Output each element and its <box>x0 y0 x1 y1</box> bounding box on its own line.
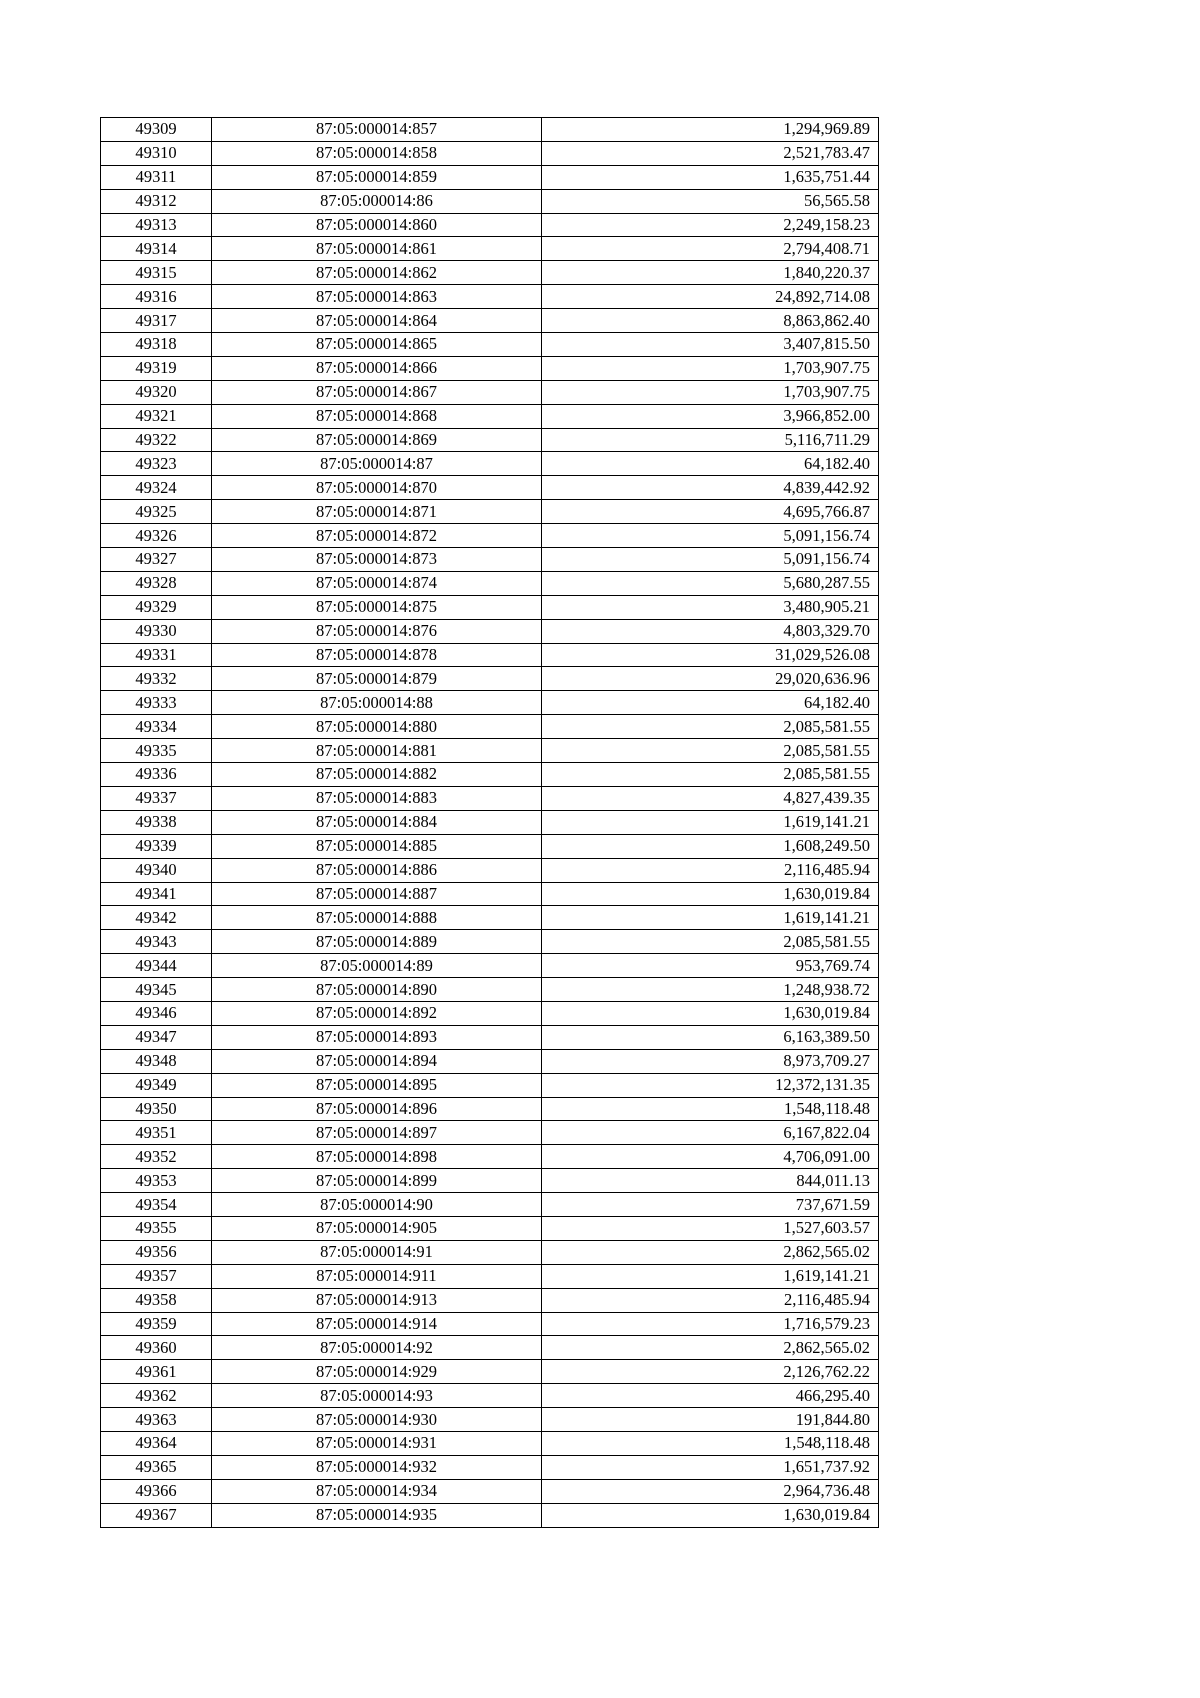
cadastral-value-cell: 1,630,019.84 <box>542 882 879 906</box>
row-number-cell: 49365 <box>101 1455 212 1479</box>
row-number-cell: 49329 <box>101 595 212 619</box>
cadastral-number-cell: 87:05:000014:86 <box>212 189 542 213</box>
cadastral-value-cell: 1,651,737.92 <box>542 1455 879 1479</box>
cadastral-value-cell: 2,862,565.02 <box>542 1336 879 1360</box>
cadastral-number-cell: 87:05:000014:896 <box>212 1097 542 1121</box>
cadastral-value-cell: 6,163,389.50 <box>542 1025 879 1049</box>
table-row <box>101 356 879 380</box>
cadastral-number-cell: 87:05:000014:932 <box>212 1455 542 1479</box>
row-number-cell: 49366 <box>101 1479 212 1503</box>
table-row <box>101 333 879 357</box>
row-number-cell: 49335 <box>101 739 212 763</box>
cadastral-number-cell: 87:05:000014:898 <box>212 1145 542 1169</box>
table-row <box>101 1503 879 1527</box>
cadastral-value-cell: 3,480,905.21 <box>542 595 879 619</box>
cadastral-number-cell: 87:05:000014:860 <box>212 213 542 237</box>
cadastral-number-cell: 87:05:000014:931 <box>212 1431 542 1455</box>
cadastral-number-cell: 87:05:000014:875 <box>212 595 542 619</box>
row-number-cell: 49354 <box>101 1193 212 1217</box>
row-number-cell: 49325 <box>101 500 212 524</box>
cadastral-number-cell: 87:05:000014:88 <box>212 691 542 715</box>
table-body <box>101 118 879 1528</box>
row-number-cell: 49333 <box>101 691 212 715</box>
cadastral-number-cell: 87:05:000014:857 <box>212 118 542 142</box>
table-row <box>101 404 879 428</box>
cadastral-value-cell: 12,372,131.35 <box>542 1073 879 1097</box>
cadastral-number-cell: 87:05:000014:890 <box>212 978 542 1002</box>
cadastral-value-cell: 56,565.58 <box>542 189 879 213</box>
cadastral-value-cell: 1,840,220.37 <box>542 261 879 285</box>
table-row <box>101 786 879 810</box>
cadastral-value-cell: 8,973,709.27 <box>542 1049 879 1073</box>
cadastral-number-cell: 87:05:000014:89 <box>212 954 542 978</box>
table-row <box>101 810 879 834</box>
cadastral-number-cell: 87:05:000014:899 <box>212 1169 542 1193</box>
cadastral-value-cell: 5,091,156.74 <box>542 524 879 548</box>
table-row <box>101 715 879 739</box>
row-number-cell: 49345 <box>101 978 212 1002</box>
row-number-cell: 49326 <box>101 524 212 548</box>
cadastral-number-cell: 87:05:000014:887 <box>212 882 542 906</box>
cadastral-number-cell: 87:05:000014:93 <box>212 1384 542 1408</box>
cadastral-value-cell: 64,182.40 <box>542 691 879 715</box>
row-number-cell: 49332 <box>101 667 212 691</box>
cadastral-value-cell: 24,892,714.08 <box>542 285 879 309</box>
row-number-cell: 49313 <box>101 213 212 237</box>
cadastral-number-cell: 87:05:000014:934 <box>212 1479 542 1503</box>
cadastral-number-cell: 87:05:000014:885 <box>212 834 542 858</box>
table-row <box>101 476 879 500</box>
row-number-cell: 49319 <box>101 356 212 380</box>
cadastral-value-cell: 1,619,141.21 <box>542 810 879 834</box>
table-row <box>101 189 879 213</box>
cadastral-value-cell: 1,630,019.84 <box>542 1503 879 1527</box>
cadastral-number-cell: 87:05:000014:930 <box>212 1408 542 1432</box>
table-row <box>101 667 879 691</box>
table-row <box>101 1312 879 1336</box>
table-row <box>101 1049 879 1073</box>
row-number-cell: 49351 <box>101 1121 212 1145</box>
cadastral-number-cell: 87:05:000014:874 <box>212 571 542 595</box>
row-number-cell: 49363 <box>101 1408 212 1432</box>
table-row <box>101 1240 879 1264</box>
table-row <box>101 763 879 787</box>
row-number-cell: 49362 <box>101 1384 212 1408</box>
row-number-cell: 49347 <box>101 1025 212 1049</box>
row-number-cell: 49320 <box>101 380 212 404</box>
row-number-cell: 49346 <box>101 1001 212 1025</box>
cadastral-number-cell: 87:05:000014:929 <box>212 1360 542 1384</box>
table-row <box>101 1455 879 1479</box>
cadastral-number-cell: 87:05:000014:858 <box>212 141 542 165</box>
cadastral-value-cell: 1,703,907.75 <box>542 356 879 380</box>
cadastral-number-cell: 87:05:000014:865 <box>212 333 542 357</box>
row-number-cell: 49331 <box>101 643 212 667</box>
cadastral-value-cell: 2,085,581.55 <box>542 763 879 787</box>
table-row <box>101 309 879 333</box>
cadastral-value-cell: 5,680,287.55 <box>542 571 879 595</box>
row-number-cell: 49343 <box>101 930 212 954</box>
row-number-cell: 49327 <box>101 548 212 572</box>
row-number-cell: 49337 <box>101 786 212 810</box>
table-row <box>101 595 879 619</box>
table-row <box>101 1145 879 1169</box>
row-number-cell: 49322 <box>101 428 212 452</box>
cadastral-value-cell: 2,085,581.55 <box>542 930 879 954</box>
cadastral-number-cell: 87:05:000014:893 <box>212 1025 542 1049</box>
cadastral-number-cell: 87:05:000014:935 <box>212 1503 542 1527</box>
table-row <box>101 882 879 906</box>
table-row <box>101 1264 879 1288</box>
cadastral-value-cell: 8,863,862.40 <box>542 309 879 333</box>
cadastral-number-cell: 87:05:000014:913 <box>212 1288 542 1312</box>
table-row <box>101 1097 879 1121</box>
cadastral-number-cell: 87:05:000014:895 <box>212 1073 542 1097</box>
cadastral-value-cell: 2,521,783.47 <box>542 141 879 165</box>
cadastral-value-cell: 1,635,751.44 <box>542 165 879 189</box>
table-row <box>101 978 879 1002</box>
cadastral-value-cell: 2,116,485.94 <box>542 1288 879 1312</box>
table-row <box>101 118 879 142</box>
cadastral-number-cell: 87:05:000014:881 <box>212 739 542 763</box>
table-row <box>101 954 879 978</box>
cadastral-value-cell: 1,527,603.57 <box>542 1216 879 1240</box>
table-row <box>101 1288 879 1312</box>
cadastral-number-cell: 87:05:000014:859 <box>212 165 542 189</box>
cadastral-value-cell: 737,671.59 <box>542 1193 879 1217</box>
cadastral-number-cell: 87:05:000014:869 <box>212 428 542 452</box>
table-row <box>101 285 879 309</box>
table-row <box>101 141 879 165</box>
cadastral-number-cell: 87:05:000014:861 <box>212 237 542 261</box>
cadastral-number-cell: 87:05:000014:91 <box>212 1240 542 1264</box>
cadastral-number-cell: 87:05:000014:870 <box>212 476 542 500</box>
cadastral-number-cell: 87:05:000014:882 <box>212 763 542 787</box>
table-row <box>101 1073 879 1097</box>
row-number-cell: 49355 <box>101 1216 212 1240</box>
row-number-cell: 49348 <box>101 1049 212 1073</box>
cadastral-value-cell: 31,029,526.08 <box>542 643 879 667</box>
row-number-cell: 49367 <box>101 1503 212 1527</box>
table-row <box>101 1169 879 1193</box>
cadastral-value-cell: 466,295.40 <box>542 1384 879 1408</box>
cadastral-number-cell: 87:05:000014:863 <box>212 285 542 309</box>
row-number-cell: 49317 <box>101 309 212 333</box>
row-number-cell: 49324 <box>101 476 212 500</box>
cadastral-number-cell: 87:05:000014:880 <box>212 715 542 739</box>
table-row <box>101 500 879 524</box>
cadastral-value-cell: 2,964,736.48 <box>542 1479 879 1503</box>
row-number-cell: 49344 <box>101 954 212 978</box>
row-number-cell: 49310 <box>101 141 212 165</box>
table-row <box>101 739 879 763</box>
table-row <box>101 1360 879 1384</box>
table-row <box>101 1336 879 1360</box>
cadastral-value-cell: 953,769.74 <box>542 954 879 978</box>
table-row <box>101 1479 879 1503</box>
cadastral-number-cell: 87:05:000014:897 <box>212 1121 542 1145</box>
row-number-cell: 49352 <box>101 1145 212 1169</box>
cadastral-value-cell: 1,716,579.23 <box>542 1312 879 1336</box>
cadastral-value-cell: 2,116,485.94 <box>542 858 879 882</box>
cadastral-value-cell: 4,706,091.00 <box>542 1145 879 1169</box>
row-number-cell: 49334 <box>101 715 212 739</box>
cadastral-number-cell: 87:05:000014:864 <box>212 309 542 333</box>
row-number-cell: 49349 <box>101 1073 212 1097</box>
cadastral-value-cell: 2,085,581.55 <box>542 739 879 763</box>
row-number-cell: 49314 <box>101 237 212 261</box>
cadastral-number-cell: 87:05:000014:894 <box>212 1049 542 1073</box>
row-number-cell: 49356 <box>101 1240 212 1264</box>
row-number-cell: 49339 <box>101 834 212 858</box>
table-row <box>101 1121 879 1145</box>
cadastral-value-cell: 3,407,815.50 <box>542 333 879 357</box>
row-number-cell: 49353 <box>101 1169 212 1193</box>
table-row <box>101 1216 879 1240</box>
cadastral-value-cell: 844,011.13 <box>542 1169 879 1193</box>
row-number-cell: 49341 <box>101 882 212 906</box>
table-row <box>101 213 879 237</box>
cadastral-number-cell: 87:05:000014:867 <box>212 380 542 404</box>
cadastral-number-cell: 87:05:000014:879 <box>212 667 542 691</box>
cadastral-value-cell: 1,619,141.21 <box>542 906 879 930</box>
table-row <box>101 261 879 285</box>
cadastral-value-cell: 1,548,118.48 <box>542 1431 879 1455</box>
cadastral-value-cell: 29,020,636.96 <box>542 667 879 691</box>
table-row <box>101 524 879 548</box>
cadastral-value-cell: 1,294,969.89 <box>542 118 879 142</box>
cadastral-number-cell: 87:05:000014:888 <box>212 906 542 930</box>
cadastral-number-cell: 87:05:000014:866 <box>212 356 542 380</box>
row-number-cell: 49311 <box>101 165 212 189</box>
row-number-cell: 49328 <box>101 571 212 595</box>
row-number-cell: 49315 <box>101 261 212 285</box>
row-number-cell: 49323 <box>101 452 212 476</box>
row-number-cell: 49350 <box>101 1097 212 1121</box>
cadastral-number-cell: 87:05:000014:92 <box>212 1336 542 1360</box>
cadastral-number-cell: 87:05:000014:871 <box>212 500 542 524</box>
cadastral-number-cell: 87:05:000014:878 <box>212 643 542 667</box>
table-row <box>101 906 879 930</box>
table-row <box>101 165 879 189</box>
cadastral-value-cell: 5,116,711.29 <box>542 428 879 452</box>
cadastral-number-cell: 87:05:000014:862 <box>212 261 542 285</box>
row-number-cell: 49360 <box>101 1336 212 1360</box>
row-number-cell: 49318 <box>101 333 212 357</box>
cadastral-value-cell: 4,827,439.35 <box>542 786 879 810</box>
table-row <box>101 571 879 595</box>
row-number-cell: 49316 <box>101 285 212 309</box>
table-row <box>101 237 879 261</box>
cadastral-value-cell: 191,844.80 <box>542 1408 879 1432</box>
cadastral-value-cell: 2,126,762.22 <box>542 1360 879 1384</box>
cadastral-number-cell: 87:05:000014:883 <box>212 786 542 810</box>
row-number-cell: 49357 <box>101 1264 212 1288</box>
table-row <box>101 619 879 643</box>
cadastral-value-cell: 1,248,938.72 <box>542 978 879 1002</box>
cadastral-number-cell: 87:05:000014:872 <box>212 524 542 548</box>
table-row <box>101 452 879 476</box>
row-number-cell: 49358 <box>101 1288 212 1312</box>
cadastral-value-cell: 1,619,141.21 <box>542 1264 879 1288</box>
cadastral-value-cell: 2,794,408.71 <box>542 237 879 261</box>
cadastral-number-cell: 87:05:000014:914 <box>212 1312 542 1336</box>
cadastral-value-table <box>100 117 879 1528</box>
table-row <box>101 930 879 954</box>
table-row <box>101 834 879 858</box>
cadastral-value-cell: 6,167,822.04 <box>542 1121 879 1145</box>
row-number-cell: 49309 <box>101 118 212 142</box>
table-row <box>101 691 879 715</box>
table-row <box>101 1408 879 1432</box>
cadastral-value-cell: 1,608,249.50 <box>542 834 879 858</box>
cadastral-value-cell: 5,091,156.74 <box>542 548 879 572</box>
cadastral-value-cell: 3,966,852.00 <box>542 404 879 428</box>
cadastral-number-cell: 87:05:000014:911 <box>212 1264 542 1288</box>
cadastral-value-cell: 4,803,329.70 <box>542 619 879 643</box>
cadastral-number-cell: 87:05:000014:889 <box>212 930 542 954</box>
cadastral-number-cell: 87:05:000014:90 <box>212 1193 542 1217</box>
table-row <box>101 428 879 452</box>
cadastral-value-cell: 2,085,581.55 <box>542 715 879 739</box>
cadastral-number-cell: 87:05:000014:87 <box>212 452 542 476</box>
table-row <box>101 548 879 572</box>
table-row <box>101 858 879 882</box>
row-number-cell: 49340 <box>101 858 212 882</box>
row-number-cell: 49342 <box>101 906 212 930</box>
cadastral-number-cell: 87:05:000014:873 <box>212 548 542 572</box>
row-number-cell: 49321 <box>101 404 212 428</box>
cadastral-number-cell: 87:05:000014:905 <box>212 1216 542 1240</box>
table-row <box>101 1384 879 1408</box>
row-number-cell: 49359 <box>101 1312 212 1336</box>
cadastral-value-cell: 4,695,766.87 <box>542 500 879 524</box>
cadastral-value-cell: 4,839,442.92 <box>542 476 879 500</box>
row-number-cell: 49338 <box>101 810 212 834</box>
row-number-cell: 49361 <box>101 1360 212 1384</box>
table-row <box>101 1025 879 1049</box>
cadastral-value-cell: 64,182.40 <box>542 452 879 476</box>
table-row <box>101 1001 879 1025</box>
cadastral-value-cell: 1,548,118.48 <box>542 1097 879 1121</box>
cadastral-value-cell: 2,862,565.02 <box>542 1240 879 1264</box>
table-row <box>101 1431 879 1455</box>
row-number-cell: 49336 <box>101 763 212 787</box>
table-row <box>101 1193 879 1217</box>
cadastral-number-cell: 87:05:000014:868 <box>212 404 542 428</box>
cadastral-number-cell: 87:05:000014:892 <box>212 1001 542 1025</box>
cadastral-value-cell: 2,249,158.23 <box>542 213 879 237</box>
cadastral-number-cell: 87:05:000014:886 <box>212 858 542 882</box>
cadastral-value-cell: 1,703,907.75 <box>542 380 879 404</box>
row-number-cell: 49330 <box>101 619 212 643</box>
cadastral-number-cell: 87:05:000014:884 <box>212 810 542 834</box>
table-row <box>101 643 879 667</box>
table-row <box>101 380 879 404</box>
row-number-cell: 49312 <box>101 189 212 213</box>
row-number-cell: 49364 <box>101 1431 212 1455</box>
cadastral-value-cell: 1,630,019.84 <box>542 1001 879 1025</box>
cadastral-number-cell: 87:05:000014:876 <box>212 619 542 643</box>
